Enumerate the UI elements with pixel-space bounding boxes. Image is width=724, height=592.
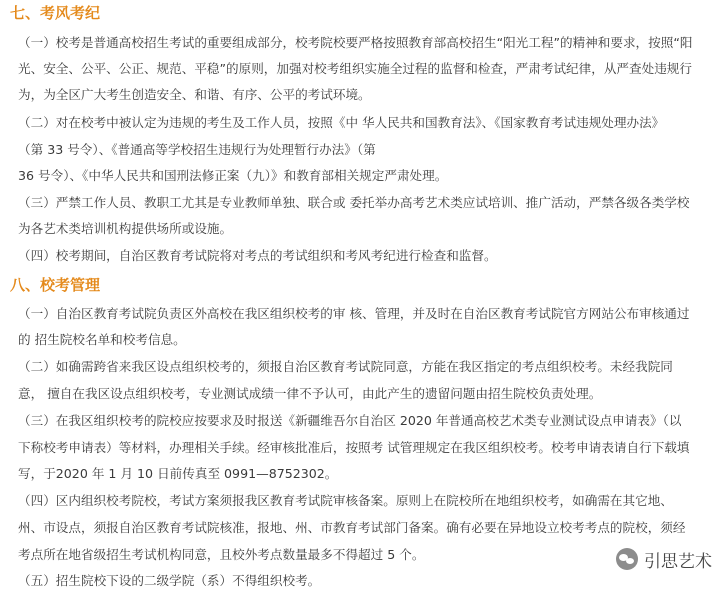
s7-p3-line-2: 为各艺术类培训机构提供场所或设施。 [18,221,233,236]
s7-p1-line-1: （一）校考是普通高校招生考试的重要组成部分，校考院校要严格按照教育部高校招生“阳光工程”的精神和要求，按照“阳 [18,35,693,50]
section-8-title: 八、校考管理 [10,276,101,294]
s8-p2-line-1: （二）如确需跨省来我区设点组织校考的，须报自治区教育考试院同意，方能在我区指定的考点组织校考。未经我院同 [18,359,673,374]
wechat-icon [616,548,638,570]
section-7-title: 七、考风考纪 [10,4,101,22]
s8-p3-line-1: （三）在我区组织校考的院校应按要求及时报送《新疆维吾尔自治区 2020 年普通高校艺术类专业测试设点申请表》（以 [18,413,682,428]
s8-p3-line-2: 下称校考申请表）等材料，办理相关手续。经审核批准后，按照考 试管理规定在我区组织校考。校考申请表请自行下载填 [18,440,690,455]
s8-p2-line-2: 意， 擅自在我区设点组织校考，专业测试成绩一律不予认可，由此产生的遗留问题由招生院校负责处理。 [18,386,602,401]
s8-p5-line-1: （五）招生院校下设的二级学院（系）不得组织校考。 [18,573,321,588]
s7-p3-line-1: （三）严禁工作人员、教职工尤其是专业教师单独、联合或 委托举办高考艺术类应试培训、推广活动，严禁各级各类学校 [18,195,690,210]
s8-p1-line-1: （一）自治区教育考试院负责区外高校在我区组织校考的审 核、管理，并及时在自治区教育考试院官方网站公布审核通过 [18,306,690,321]
s7-p2-line-1: （二）对在校考中被认定为违规的考生及工作人员，按照《中 华人民共和国教育法》、《国家教育考试违规处理办法》 [18,115,665,130]
s7-p2-line-2: （第 33 号令）、《普通高等学校招生违规行为处理暂行办法》（第 [18,142,376,157]
s8-p4-line-1: （四）区内组织校考院校，考试方案须报我区教育考试院审核备案。原则上在院校所在地组织校考，如确需在其它地、 [18,493,673,508]
s8-p4-line-3: 考点所在地省级招生考试机构同意，且校外考点数量最多不得超过 5 个。 [18,547,425,562]
s7-p4-line-1: （四）校考期间，自治区教育考试院将对考点的考试组织和考风考纪进行检查和监督。 [18,248,497,263]
watermark [616,546,712,572]
s7-p1-line-3: 为，为全区广大考生创造安全、和谐、有序、公平的考试环境。 [18,87,371,102]
s7-p2-line-3: 36 号令）、《中华人民共和国刑法修正案（九）》和教育部相关规定严肃处理。 [18,168,448,183]
s7-p1-line-2: 光、安全、公平、公正、规范、平稳”的原则，加强对校考组织实施全过程的监督和检查，严肃考试纪律，从严查处违规行 [18,61,692,76]
s8-p4-line-2: 州、市设点，须报自治区教育考试院核准，报地、州、市教育考试部门备案。确有必要在异地设立校考考点的院校，须经 [18,520,686,535]
s8-p1-line-2: 的 招生院校名单和校考信息。 [18,332,186,347]
watermark-text: 引思艺术 [644,551,712,572]
s8-p3-line-3: 写，于2020 年 1 月 10 日前传真至 0991—8752302。 [18,466,338,481]
